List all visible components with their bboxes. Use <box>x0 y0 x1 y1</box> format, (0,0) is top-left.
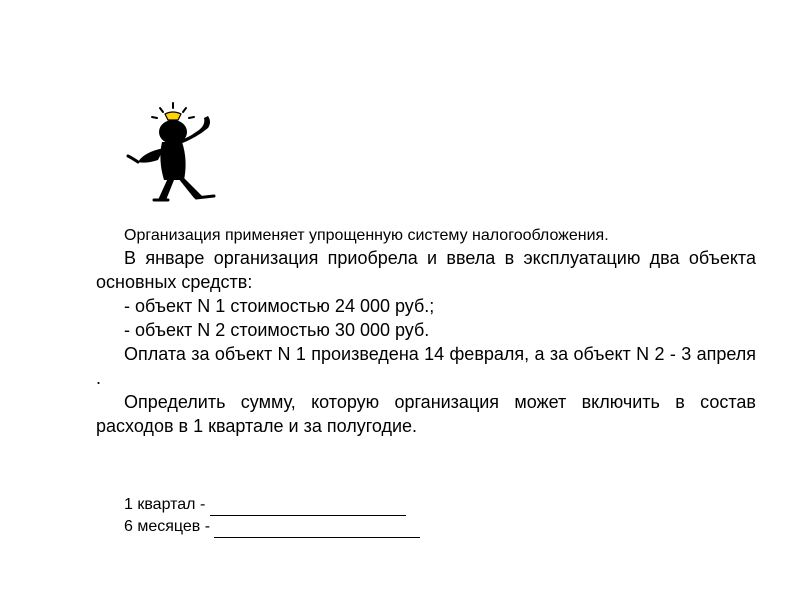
task-item-1: - объект N 1 стоимостью 24 000 руб.; <box>124 296 435 316</box>
answer-halfyear-label: 6 месяцев - <box>124 518 211 535</box>
answer-halfyear <box>124 516 420 538</box>
task-payment: Оплата за объект N 1 произведена 14 февраля, а за объект N 2 - 3 апреля . <box>96 344 756 388</box>
thinking-person-icon <box>118 100 248 205</box>
task-intro: Организация применяет упрощенную систему налогообложения. <box>124 227 609 244</box>
task-purchase: В январе организация приобрела и ввела в эксплуатацию два объекта основных средств: <box>96 248 756 292</box>
task-text <box>96 226 756 438</box>
answer-quarter-blank[interactable] <box>210 500 406 516</box>
answer-block <box>124 494 420 538</box>
answer-halfyear-blank[interactable] <box>214 522 420 538</box>
answer-quarter-label: 1 квартал - <box>124 496 206 513</box>
lightbulb-icon <box>165 112 181 120</box>
task-item-2: - объект N 2 стоимостью 30 000 руб. <box>124 320 430 340</box>
answer-quarter <box>124 494 420 516</box>
task-question: Определить сумму, которую организация может включить в состав расходов в 1 квартале и за полугодие. <box>96 392 756 436</box>
